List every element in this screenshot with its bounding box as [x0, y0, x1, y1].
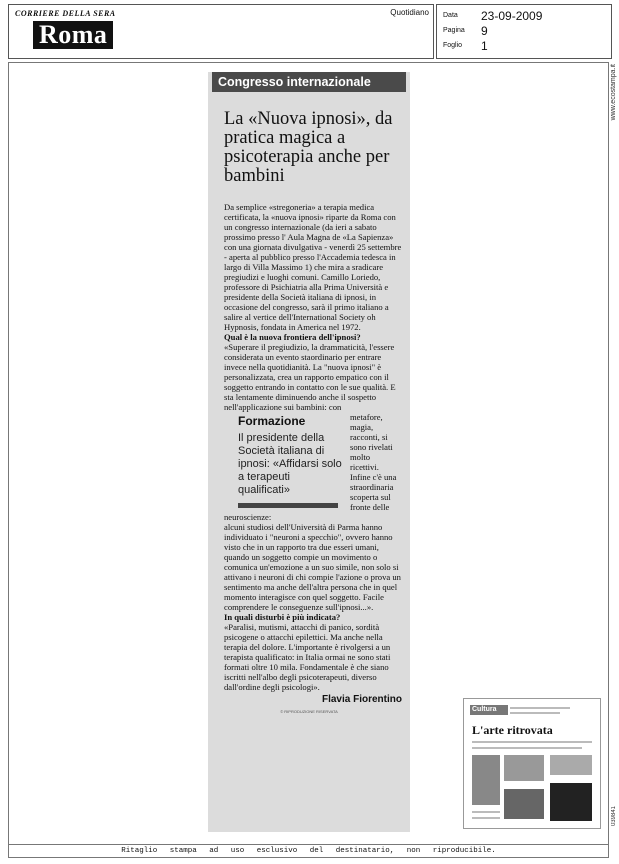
clipping-code: 039841 [611, 806, 617, 827]
page-value: 9 [481, 23, 488, 38]
publication-type: Quotidiano [390, 8, 429, 17]
thumbnail-image [550, 755, 592, 775]
date-label: Data [443, 12, 458, 20]
footer-disclaimer: Ritaglio stampa ad uso esclusivo del destinatario, non riproducibile. [8, 844, 609, 858]
paragraph-answer-1: «Superare il pregiudizio, la drammaticità, l'essere considerata un evento staordinario per entrare invece nella quotidianità. La "nuova ipnosi" è personalizzata, crea un rapporto empatico con il soggetto entrando in contatto con le sue qualità. E sta lentamente diminuendo anche il sospetto nell'applicazione sui bambini: con [224, 342, 396, 412]
sheet-value: 1 [481, 38, 488, 53]
paragraph-answer-2: «Paralisi, mutismi, attacchi di panico, sordità psicogene o attacchi epilettici. Ma anche nella terapia del dolore. L'importante è rivolgersi a un terapista qualificato: in Italia ormai ne sono stati formati oltre 10 mila. Fondamentale è che siano iscritti nell'albo degli psicoterapeuti, diverso dall'ordine degli psicologi». [224, 622, 391, 692]
article-body [224, 202, 404, 692]
website-vertical-text: www.ecostampa.it [610, 64, 617, 121]
thumbnail-text-line [472, 747, 582, 749]
thumbnail-image [504, 789, 544, 819]
thumbnail-image [504, 755, 544, 781]
article-clipping [208, 72, 410, 832]
article-copyright: © RIPRODUZIONE RISERVATA [280, 709, 338, 714]
meta-sheet-row [443, 37, 488, 55]
header-meta-box [436, 4, 612, 59]
thumbnail-text-line [472, 817, 500, 819]
formazione-divider [238, 503, 338, 508]
page-thumbnail [463, 698, 601, 829]
question-frontier: Qual è la nuova frontiera dell'ipnosi? [224, 332, 361, 342]
thumbnail-text-line [510, 712, 560, 714]
formazione-body: Il presidente della Società italiana di ipnosi: «Affidarsi solo a terapeuti qualificati» [238, 432, 342, 496]
publication-logo: Roma [33, 21, 113, 49]
paragraph-wrap: metafore, magia, racconti, si sono rivelati molto ricettivi. Infine c'è una straordinaria scoperta sul fronte delle neuroscienze: [224, 412, 397, 522]
formazione-sidebar [238, 416, 344, 508]
thumbnail-title: L'arte ritrovata [472, 723, 553, 737]
date-value: 23-09-2009 [481, 8, 543, 23]
thumbnail-text-line [510, 707, 570, 709]
article-headline: La «Nuova ipnosi», da pratica magica a psicoterapia anche per bambini [224, 109, 393, 186]
header-publication-box [8, 4, 434, 59]
thumbnail-text-line [472, 741, 592, 743]
sheet-label: Foglio [443, 42, 463, 50]
wrap-area [224, 412, 398, 522]
thumbnail-image [550, 783, 592, 821]
question-disorders: In quali disturbi è più indicata? [224, 612, 341, 622]
thumbnail-image [472, 755, 500, 805]
paragraph-answer-1-rest: alcuni studiosi dell'Università di Parma hanno individuato i "neuroni a specchio", ovvero hanno visto che in un rapporto tra due esseri umani, quando un soggetto compie un movimento o comunica un'emozione a un suo simile, non solo si attivano i neuroni di chi compie l'azione o prova un sentimento ma anche dell'altra persona che in quel momento interagisce con quel soggetto. Facile comprendere le conseguenze sull'ipnosi...». [224, 522, 401, 612]
paragraph-intro: Da semplice «stregoneria» a terapia medica certificata, la «nuova ipnosi» riparte da Roma con un congresso internazionale (da ieri a sabato prossimo presso l' Aula Magna de «La Sapienza» con una giornata divulgativa - venerdì 25 settembre - aperta al pubblico presso l'Accademia tedesca in largo di Villa Massimo 1) che mira a sradicare pregiudizi e luoghi comuni. Camillo Loriedo, professore di Psichiatria alla Prima Università e presidente della Società italiana di ipnosi, in occasione del congresso, sarà il primo italiano a salire al vertice dell'International Society oh Hypnosis, fondata in America nel 1972. [224, 202, 402, 332]
publication-small-name: CORRIERE DELLA SERA [15, 9, 116, 18]
article-author: Flavia Fiorentino [321, 694, 402, 705]
page-label: Pagina [443, 27, 465, 35]
formazione-title: Formazione [238, 414, 306, 428]
article-kicker: Congresso internazionale [212, 72, 406, 92]
thumbnail-text-line [472, 811, 500, 813]
thumbnail-section: Cultura [470, 705, 508, 715]
